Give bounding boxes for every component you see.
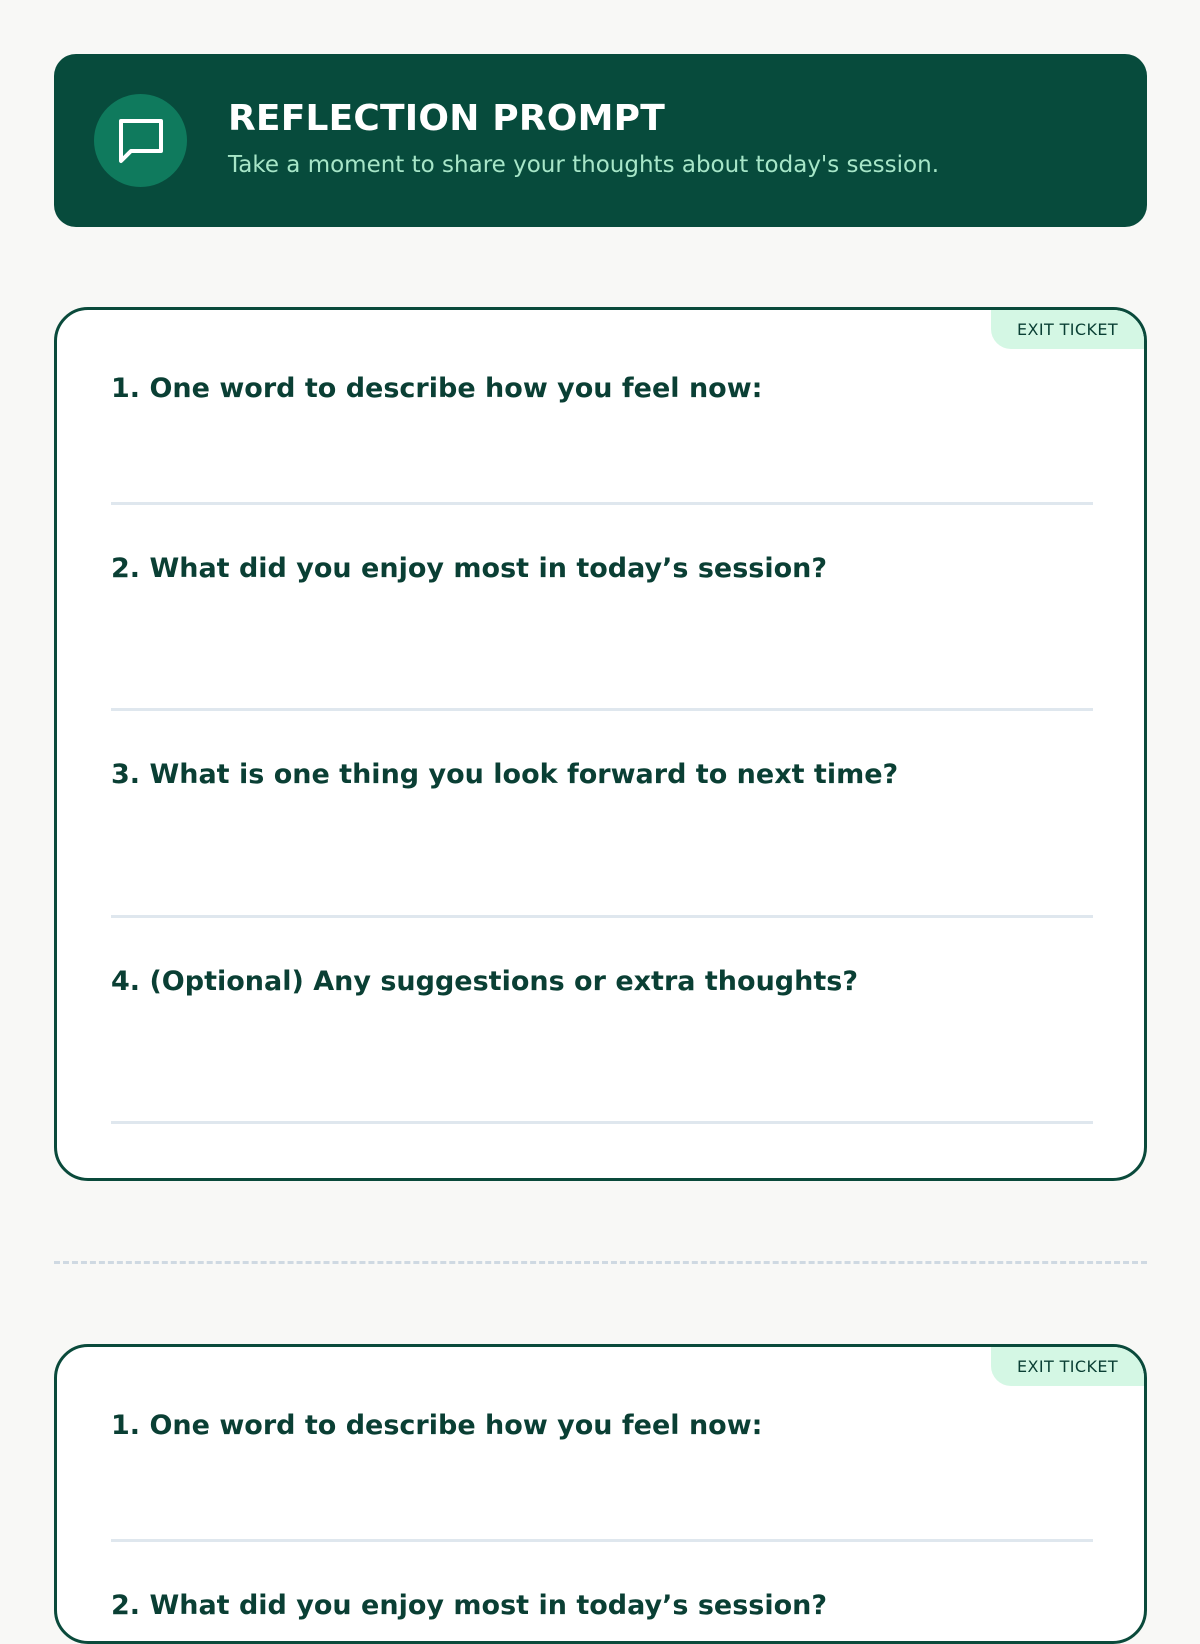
question-suggestions bbox=[111, 966, 1093, 1086]
question-text: 1. One word to describe how you feel now: bbox=[111, 1410, 763, 1441]
question-text: 2. What did you enjoy most in today’s session? bbox=[111, 1590, 828, 1621]
question-feel-word bbox=[111, 1410, 1093, 1530]
page-subtitle: Take a moment to share your thoughts about today's session. bbox=[228, 152, 940, 178]
answer-line-enjoy-most[interactable] bbox=[111, 708, 1093, 711]
question-text: 1. One word to describe how you feel now: bbox=[111, 373, 763, 404]
question-enjoy-most bbox=[111, 1590, 1093, 1644]
exit-ticket-badge: EXIT TICKET bbox=[991, 310, 1144, 349]
answer-line-suggestions[interactable] bbox=[111, 1121, 1093, 1124]
chat-bubble-icon bbox=[94, 94, 187, 187]
answer-line-feel-word[interactable] bbox=[111, 1539, 1093, 1542]
question-text: 4. (Optional) Any suggestions or extra thoughts? bbox=[111, 966, 858, 997]
exit-ticket-card bbox=[54, 307, 1147, 1181]
exit-ticket-card bbox=[54, 1344, 1147, 1644]
question-text: 3. What is one thing you look forward to next time? bbox=[111, 759, 899, 790]
exit-ticket-badge: EXIT TICKET bbox=[991, 1347, 1144, 1386]
answer-line-feel-word[interactable] bbox=[111, 502, 1093, 505]
question-look-forward bbox=[111, 759, 1093, 879]
reflection-header bbox=[54, 54, 1147, 227]
answer-line-look-forward[interactable] bbox=[111, 915, 1093, 918]
cut-line-divider bbox=[54, 1261, 1147, 1264]
question-text: 2. What did you enjoy most in today’s session? bbox=[111, 553, 828, 584]
question-enjoy-most bbox=[111, 553, 1093, 673]
question-feel-word bbox=[111, 373, 1093, 493]
page-title: REFLECTION PROMPT bbox=[228, 98, 665, 139]
